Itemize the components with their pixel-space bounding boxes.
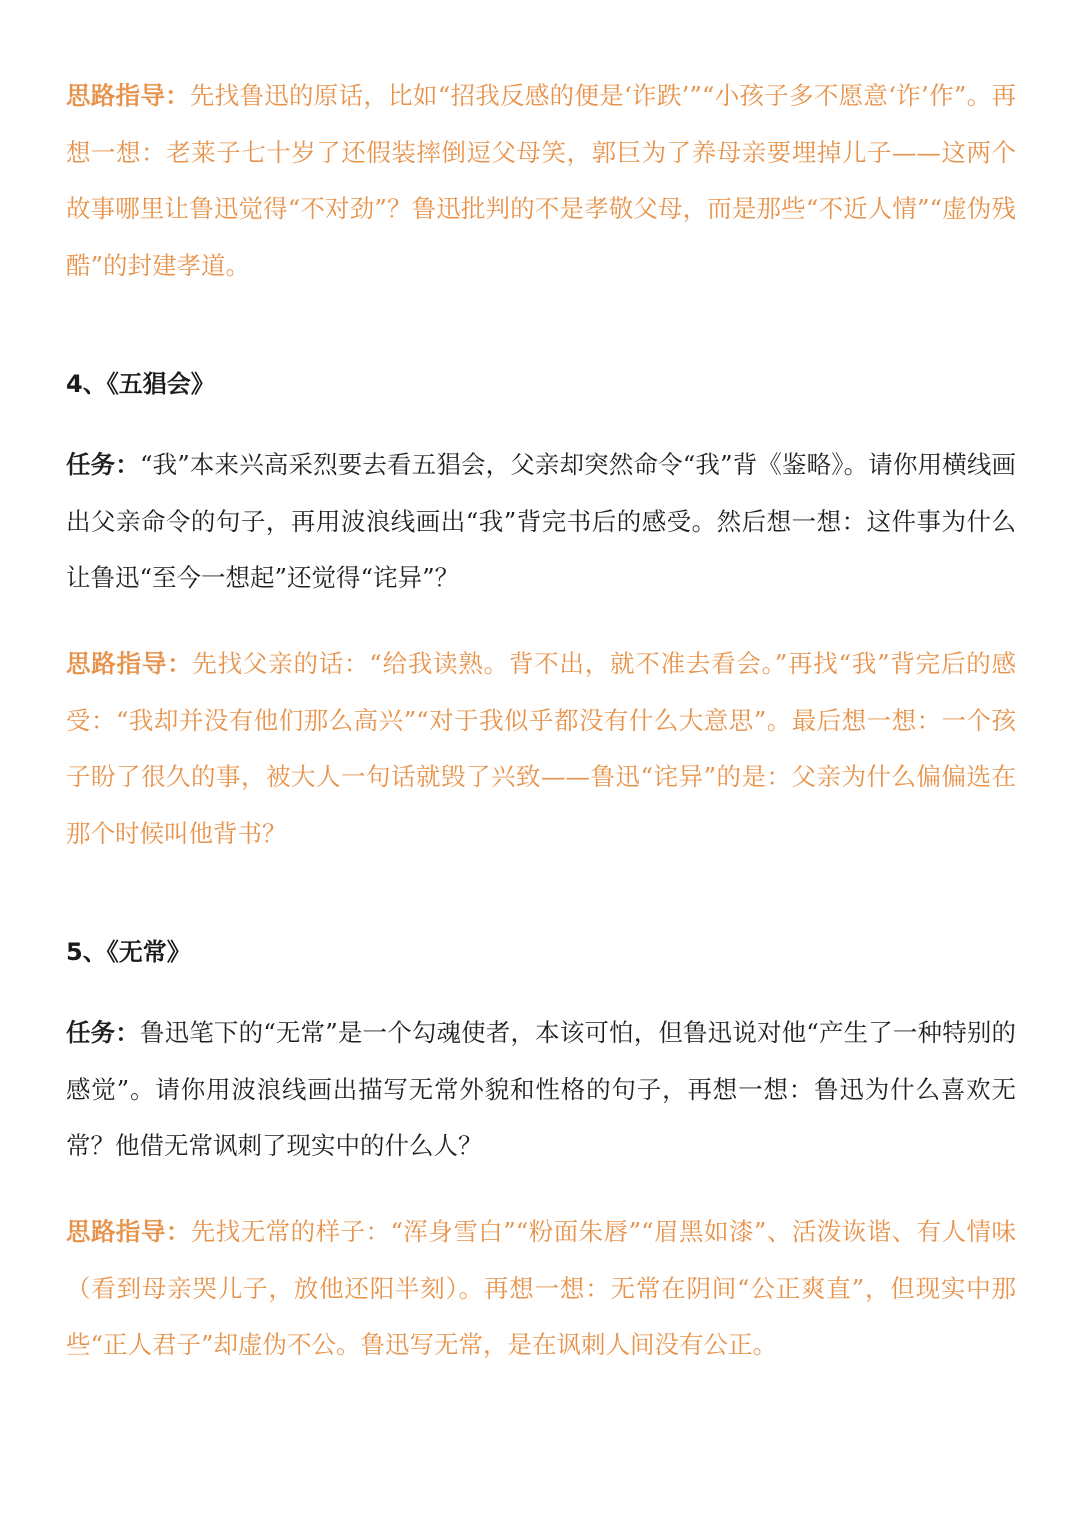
task-paragraph-5: [66, 1005, 1016, 1175]
guide-label: 思路指导：: [66, 649, 193, 678]
guide-paragraph-5: [66, 1204, 1016, 1374]
guide-text: 先找父亲的话：“给我读熟。背不出，就不准去看会。”再找“我”背完后的感受：“我却并没有他们那么高兴”“对于我似乎都没有什么大意思”。最后想一想：一个孩子盼了很久的事，被大人一句话就毁了兴致——鲁迅“诧异”的是：父亲为什么偏偏选在那个时候叫他背书？: [66, 649, 1016, 849]
task-label: 任务：: [66, 450, 140, 479]
task-text: “我”本来兴高采烈要去看五猖会，父亲却突然命令“我”背《鉴略》。请你用横线画出父亲命令的句子，再用波浪线画出“我”背完书后的感受。然后想一想：这件事为什么让鲁迅“至今一想起”还觉得“诧异”？: [66, 450, 1017, 593]
section-heading-4: 4、《五猖会》: [66, 370, 215, 398]
task-text: 鲁迅笔下的“无常”是一个勾魂使者，本该可怕，但鲁迅说对他“产生了一种特别的感觉”。请你用波浪线画出描写无常外貌和性格的句子，再想一想：鲁迅为什么喜欢无常？他借无常讽刺了现实中的什么人？: [66, 1018, 1017, 1161]
section-heading-5: 5、《无常》: [66, 938, 191, 966]
guide-text: 先找鲁迅的原话，比如“招我反感的便是‘诈跌’”“小孩子多不愿意‘诈’作”。再想一想：老莱子七十岁了还假装摔倒逗父母笑，郭巨为了养母亲要埋掉儿子——这两个故事哪里让鲁迅觉得“不对劲”？鲁迅批判的不是孝敬父母，而是那些“不近人情”“虚伪残酷”的封建孝道。: [66, 81, 1016, 281]
guide-label: 思路指导：: [66, 1217, 191, 1246]
guide-paragraph-3: [66, 68, 1016, 295]
task-label: 任务：: [66, 1018, 140, 1047]
task-paragraph-4: [66, 437, 1016, 607]
guide-text: 先找无常的样子：“浑身雪白”“粉面朱唇”“眉黑如漆”、活泼诙谐、有人情味（看到母亲哭儿子，放他还阳半刻）。再想一想：无常在阴间“公正爽直”，但现实中那些“正人君子”却虚伪不公。鲁迅写无常，是在讽刺人间没有公正。: [66, 1217, 1017, 1360]
guide-label: 思路指导：: [66, 81, 190, 110]
guide-paragraph-4: [66, 636, 1016, 863]
